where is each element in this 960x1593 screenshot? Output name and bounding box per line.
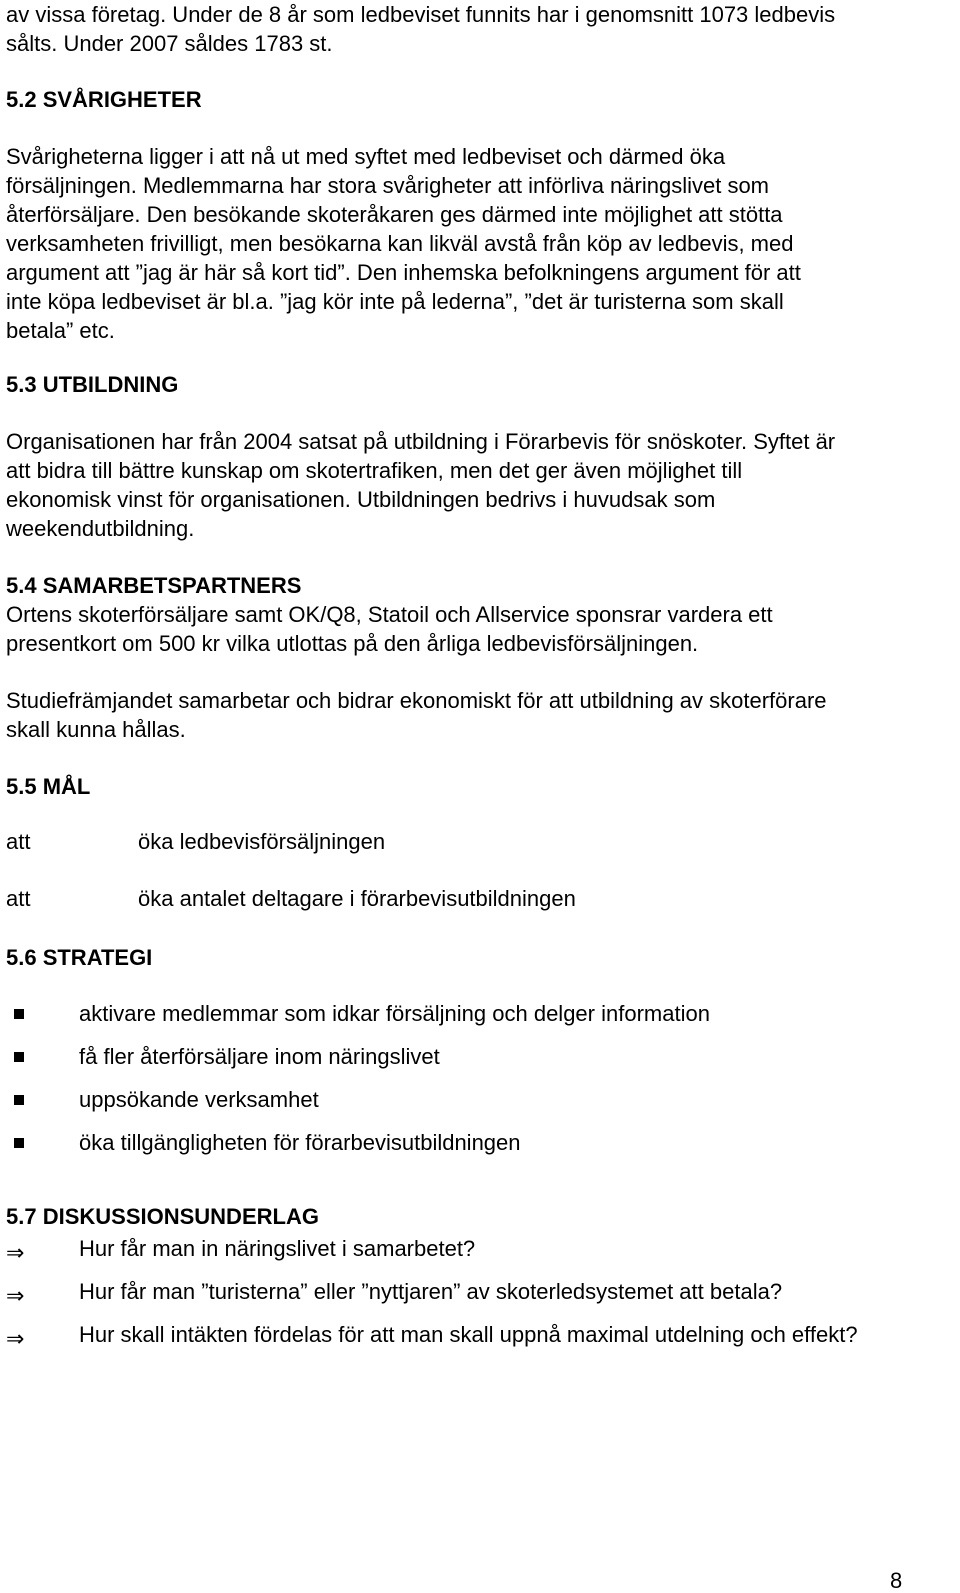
square-bullet-icon: [14, 1052, 24, 1062]
goal-item: [6, 886, 906, 915]
intro-paragraph: [6, 0, 835, 58]
paragraph-line: presentkort om 500 kr vilka utlottas på den årliga ledbevisförsäljningen.: [6, 631, 699, 656]
svarigheter-paragraph: [6, 142, 801, 345]
paragraph-line: ekonomisk vinst för organisationen. Utbildningen bedrivs i huvudsak som: [6, 487, 716, 512]
strategy-item: [6, 1044, 906, 1073]
section-heading-samarbetspartners: 5.4 SAMARBETSPARTNERS: [6, 573, 302, 598]
strategy-item: [6, 1001, 906, 1030]
section-heading-mal: 5.5 MÅL: [6, 774, 91, 799]
paragraph-line: återförsäljare. Den besökande skoteråkaren ges därmed inte möjlighet att stötta: [6, 202, 783, 227]
strategy-item: [6, 1087, 906, 1116]
paragraph-line: Studiefrämjandet samarbetar och bidrar ekonomiskt för att utbildning av skoterförare: [6, 688, 827, 713]
paragraph-line: försäljningen. Medlemmarna har stora svårigheter att införliva näringslivet som: [6, 173, 770, 198]
goal-text: öka antalet deltagare i förarbevisutbildningen: [138, 886, 576, 911]
strategy-text: öka tillgängligheten för förarbevisutbildningen: [79, 1130, 521, 1155]
paragraph-line: Organisationen har från 2004 satsat på utbildning i Förarbevis för snöskoter. Syftet är: [6, 429, 836, 454]
goal-prefix: att: [6, 886, 31, 911]
question-text: Hur skall intäkten fördelas för att man skall uppnå maximal utdelning och effekt?: [79, 1322, 858, 1347]
paragraph-line: att bidra till bättre kunskap om skotertrafiken, men det ger även möjlighet till: [6, 458, 743, 483]
paragraph-line: skall kunna hållas.: [6, 717, 186, 742]
strategy-text: få fler återförsäljare inom näringslivet: [79, 1044, 440, 1069]
arrow-right-icon: ⇒: [6, 1240, 25, 1265]
strategy-text: aktivare medlemmar som idkar försäljning och delger information: [79, 1001, 710, 1026]
arrow-right-icon: ⇒: [6, 1283, 25, 1308]
arrow-right-icon: ⇒: [6, 1326, 25, 1351]
section-heading-svarigheter: 5.2 SVÅRIGHETER: [6, 87, 202, 112]
square-bullet-icon: [14, 1138, 24, 1148]
square-bullet-icon: [14, 1095, 24, 1105]
goal-prefix: att: [6, 829, 31, 854]
paragraph-line: inte köpa ledbeviset är bl.a. ”jag kör inte på lederna”, ”det är turisterna som skall: [6, 289, 784, 314]
section-heading-strategi: 5.6 STRATEGI: [6, 945, 153, 970]
paragraph-line: weekendutbildning.: [6, 516, 195, 541]
question-text: Hur får man ”turisterna” eller ”nyttjaren” av skoterledsystemet att betala?: [79, 1279, 783, 1304]
goal-item: [6, 829, 906, 858]
paragraph-line: Ortens skoterförsäljare samt OK/Q8, Statoil och Allservice sponsrar vardera ett: [6, 602, 773, 627]
square-bullet-icon: [14, 1009, 24, 1019]
paragraph-line: Svårigheterna ligger i att nå ut med syftet med ledbeviset och därmed öka: [6, 144, 726, 169]
section-heading-diskussionsunderlag: 5.7 DISKUSSIONSUNDERLAG: [6, 1204, 319, 1229]
intro-line: av vissa företag. Under de 8 år som ledbeviset funnits har i genomsnitt 1073 ledbevis: [6, 2, 836, 27]
intro-line: sålts. Under 2007 såldes 1783 st.: [6, 31, 333, 56]
goal-text: öka ledbevisförsäljningen: [138, 829, 386, 854]
section-heading-utbildning: 5.3 UTBILDNING: [6, 372, 179, 397]
utbildning-paragraph: [6, 427, 835, 543]
strategy-text: uppsökande verksamhet: [79, 1087, 319, 1112]
samarbetspartners-paragraph-1: [6, 600, 773, 658]
paragraph-line: argument att ”jag är här så kort tid”. Den inhemska befolkningens argument för att: [6, 260, 801, 285]
samarbetspartners-paragraph-2: [6, 686, 827, 744]
page-number: 8: [890, 1568, 903, 1593]
paragraph-line: verksamheten frivilligt, men besökarna kan likväl avstå från köp av ledbevis, med: [6, 231, 794, 256]
question-text: Hur får man in näringslivet i samarbetet?: [79, 1236, 476, 1261]
strategy-item: [6, 1130, 906, 1159]
paragraph-line: betala” etc.: [6, 318, 115, 343]
